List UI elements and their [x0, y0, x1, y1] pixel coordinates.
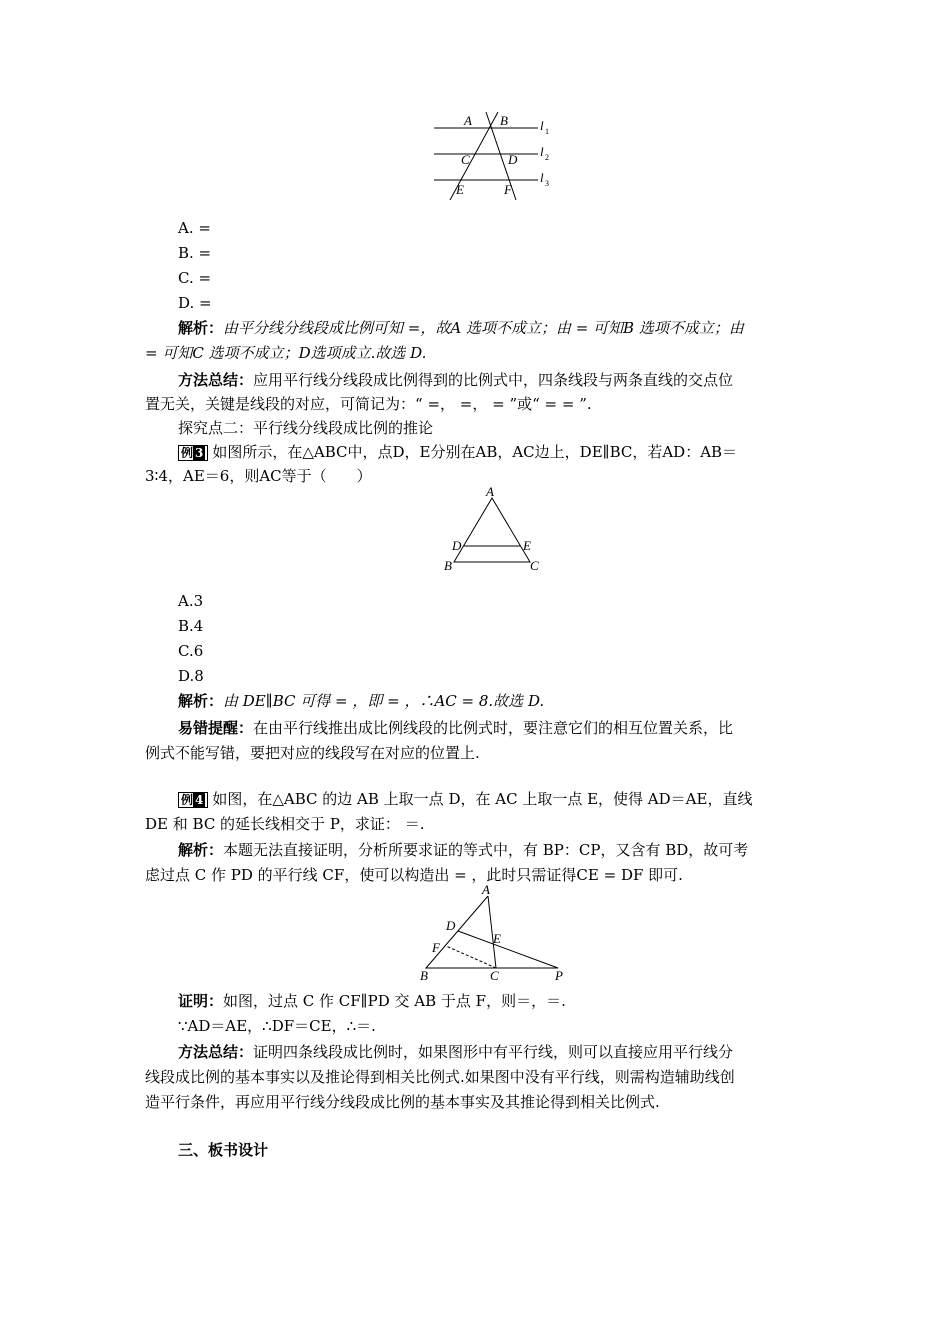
- analysis-text: 本题无法直接证明，分析所要求证的等式中，有 BP：CP，又含有 BD，故可考: [223, 841, 749, 859]
- method-label: 方法总结：: [178, 371, 254, 389]
- error-text: 在由平行线推出成比例线段的比例式时，要注意它们的相互位置关系，比: [253, 719, 734, 737]
- segment-cf: [446, 946, 496, 968]
- ex3-stem-line2: 3∶4，AE＝6，则AC等于（ ）: [145, 467, 372, 485]
- ex3-analysis: [178, 691, 838, 711]
- label-B: B: [444, 558, 452, 573]
- figure-parallel-lines: [430, 110, 560, 202]
- method-text: 应用平行线分线段成比例得到的比例式中，四条线段与两条直线的交点位: [253, 371, 734, 389]
- ex4-method-line1: [178, 1042, 838, 1062]
- label-A: A: [486, 484, 494, 499]
- label-E: E: [523, 538, 531, 553]
- ex3-error-line1: [178, 718, 838, 738]
- label-A: A: [464, 113, 472, 128]
- ex3-error-line2: 例式不能写错，要把对应的线段写在对应的位置上.: [145, 744, 480, 762]
- ex3-option-b: B.4: [178, 617, 204, 635]
- label-C: C: [530, 558, 539, 573]
- ex4-stem-line1: [178, 789, 838, 809]
- q2-option-b: B. =: [178, 244, 212, 262]
- label-F: F: [432, 940, 440, 955]
- ex4-stem-line2: DE 和 BC 的延长线相交于 P，求证： ＝.: [145, 815, 425, 833]
- analysis-label: 解析：: [178, 841, 224, 859]
- label-D: D: [452, 538, 462, 553]
- label-D: D: [508, 152, 518, 167]
- error-label: 易错提醒：: [178, 719, 254, 737]
- example-3-tag: 例 3: [178, 445, 208, 461]
- label-l2: l: [540, 144, 544, 159]
- figure-triangle-de-bc: [440, 484, 550, 574]
- label-l1-sub: 1: [545, 127, 549, 136]
- ex4-analysis-line2: 虑过点 C 作 PD 的平行线 CF，使可以构造出 = ，此时只需证得CE = DF 即可.: [145, 866, 683, 884]
- label-B: B: [420, 968, 428, 983]
- label-F: F: [504, 182, 512, 197]
- ex3-option-c: C.6: [178, 642, 204, 660]
- q2-analysis-line1: [178, 318, 838, 338]
- figure-triangle-dep: [412, 882, 574, 984]
- label-P: P: [555, 968, 563, 983]
- ex4-proof-line2: ∵AD＝AE，∴DF＝CE，∴＝.: [178, 1017, 376, 1035]
- label-A: A: [482, 882, 490, 897]
- ex4-proof-line1: [178, 991, 838, 1011]
- segment-dp: [458, 931, 558, 968]
- label-E: E: [456, 182, 464, 197]
- ex3-option-a: A.3: [178, 592, 204, 610]
- analysis-label: 解析：: [178, 319, 224, 337]
- ex4-stem-text: 如图，在△ABC 的边 AB 上取一点 D，在 AC 上取一点 E，使得 AD＝AE，直线: [212, 790, 753, 808]
- label-l2-sub: 2: [545, 153, 549, 162]
- analysis-text: 由 DE∥BC 可得 = ，即 = ，∴AC = 8.故选 D.: [223, 692, 545, 710]
- label-C: C: [461, 152, 470, 167]
- q2-option-c: C. =: [178, 269, 212, 287]
- section2-title: 探究点二：平行线分线段成比例的推论: [178, 419, 434, 437]
- q2-option-a: A. =: [178, 219, 211, 237]
- proof-label: 证明：: [178, 992, 224, 1010]
- q2-method-line2: 置无关，关键是线段的对应，可简记为：“ =， =， = ”或“ = = ”.: [145, 395, 592, 413]
- method-label: 方法总结：: [178, 1043, 254, 1061]
- label-D: D: [446, 918, 456, 933]
- q2-analysis-line2: = 可知C 选项不成立；D选项成立.故选 D.: [145, 344, 427, 362]
- ex4-analysis-line1: [178, 840, 838, 860]
- label-l3-sub: 3: [545, 179, 549, 188]
- label-l1: l: [540, 118, 544, 133]
- q2-method-line1: [178, 370, 838, 390]
- ex4-method-line3: 造平行条件，再应用平行线分线段成比例的基本事实及其推论得到相关比例式.: [145, 1093, 660, 1111]
- analysis-text: 由平分线分线段成比例可知 =，故A 选项不成立；由 = 可知B 选项不成立；由: [223, 319, 744, 337]
- ex3-stem-text: 如图所示，在△ABC中，点D，E分别在AB，AC边上，DE∥BC，若AD：AB＝: [212, 443, 738, 461]
- analysis-label: 解析：: [178, 692, 224, 710]
- triangle-abc: [454, 498, 530, 562]
- example-4-tag: 例 4: [178, 792, 208, 808]
- label-l3: l: [540, 170, 544, 185]
- section3-title: 三、板书设计: [178, 1141, 269, 1159]
- label-B: B: [500, 113, 508, 128]
- ex3-stem-line1: [178, 442, 838, 462]
- ex4-method-line2: 线段成比例的基本事实以及推论得到相关比例式.如果图中没有平行线，则需构造辅助线创: [145, 1068, 735, 1086]
- ex3-option-d: D.8: [178, 667, 204, 685]
- proof-text: 如图，过点 C 作 CF∥PD 交 AB 于点 F，则＝，＝.: [223, 992, 566, 1010]
- method-text: 证明四条线段成比例时，如果图形中有平行线，则可以直接应用平行线分: [253, 1043, 734, 1061]
- label-E: E: [493, 931, 501, 946]
- label-C: C: [490, 968, 499, 983]
- q2-option-d: D. =: [178, 294, 212, 312]
